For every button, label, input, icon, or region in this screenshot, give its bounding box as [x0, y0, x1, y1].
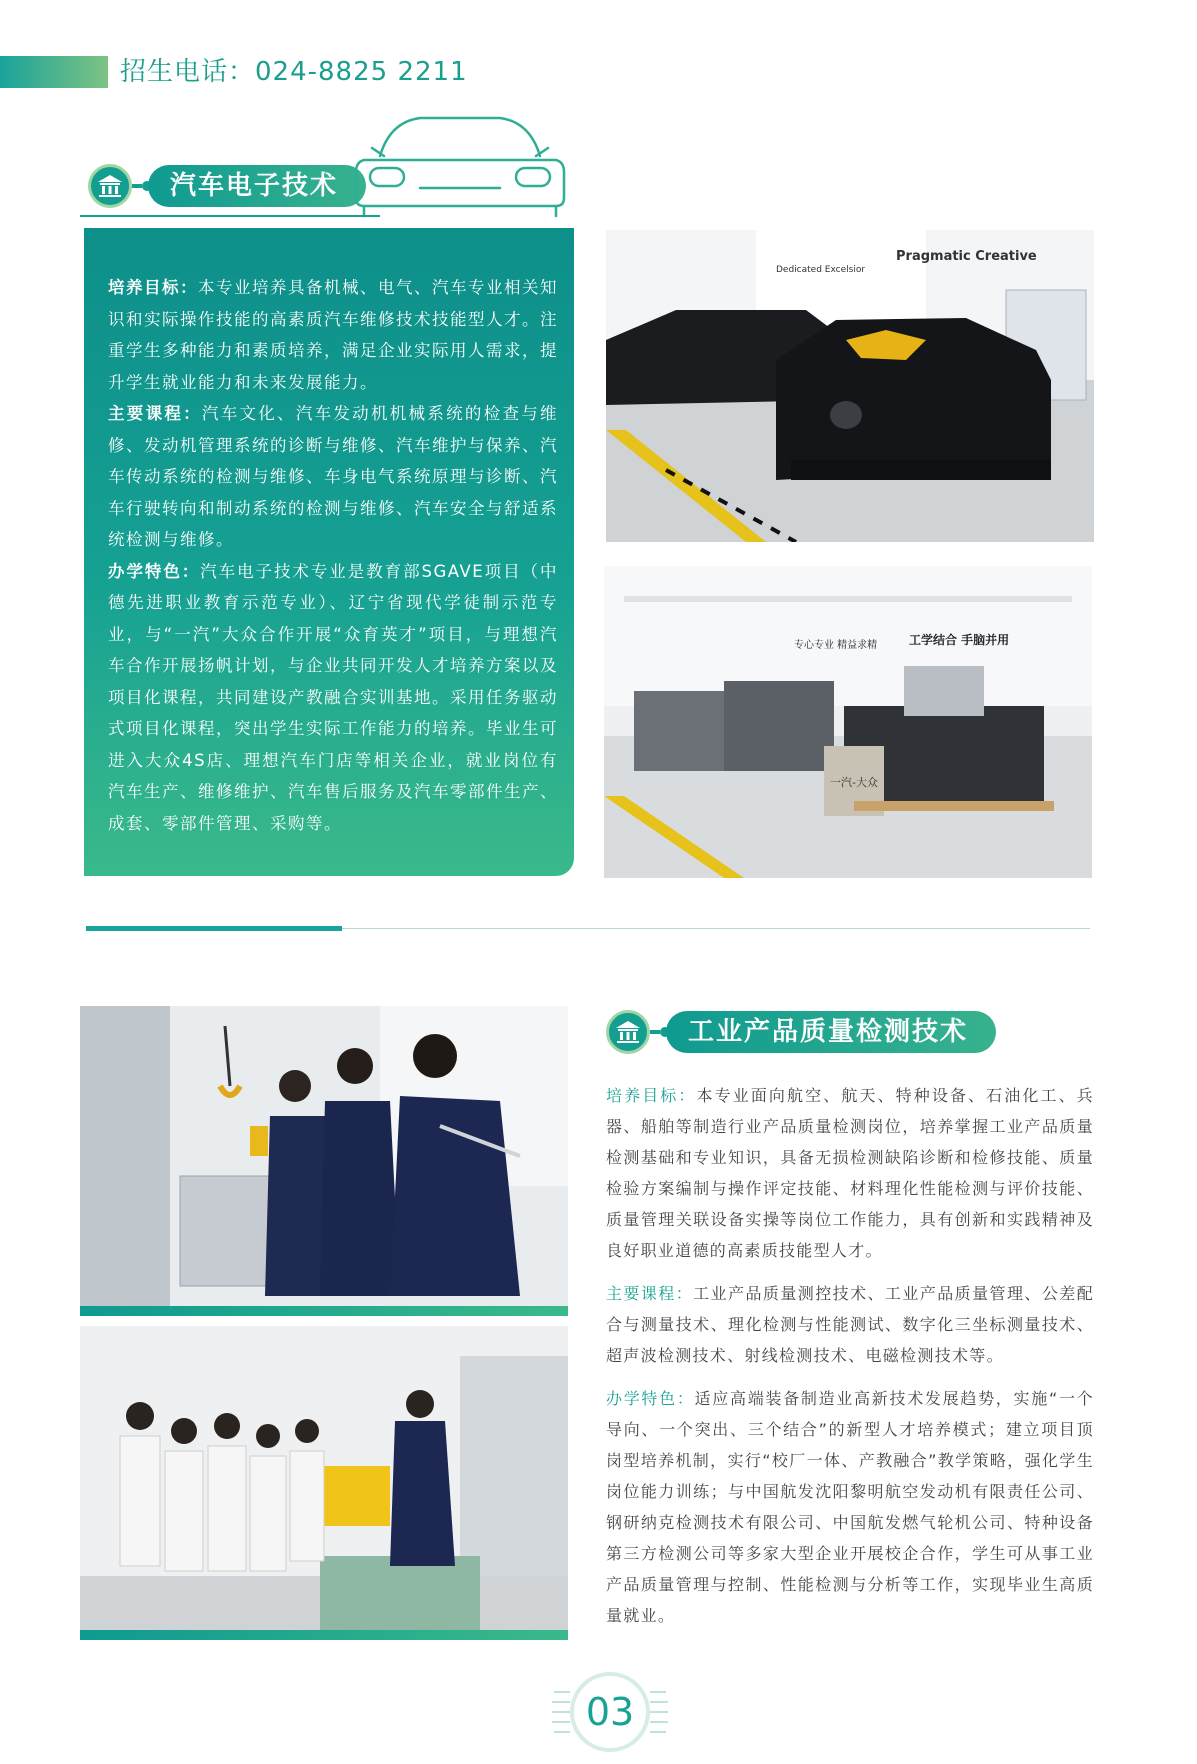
section1-text-panel	[84, 228, 574, 876]
training-goal-2: 培养目标：本专业面向航空、航天、特种设备、石油化工、兵器、船舶等制造行业产品质量检测岗位，培养掌握工业产品质量检测基础和专业知识，具备无损检测缺陷诊断和检修技能、质量检验方案编制与操作评定技能、材料理化性能检测与评价技能、质量管理关联设备实操等岗位工作能力，具有创新和实践精神及良好职业道德的高素质技能型人才。	[606, 1086, 1094, 1260]
car-outline-icon	[350, 108, 570, 218]
admission-phone: 招生电话：024-8825 2211	[120, 57, 468, 87]
section-divider-line	[342, 928, 1090, 929]
section1-title-pill	[88, 164, 366, 208]
photo-engine-lab	[604, 566, 1092, 878]
school-building-icon	[606, 1010, 650, 1054]
section2-text	[606, 1080, 1094, 1643]
photo-students-equipment	[80, 1006, 568, 1306]
wall-slogan-1: 专心专业 精益求精	[794, 640, 878, 651]
photo-strip-2	[80, 1630, 568, 1640]
section2-title: 工业产品质量检测技术	[666, 1011, 996, 1053]
photo-class-instructor	[80, 1326, 568, 1630]
photo-strip-1	[80, 1306, 568, 1316]
program-features-2: 办学特色：适应高端装备制造业高新技术发展趋势，实施“一个导向、一个突出、三个结合”的新型人才培养模式；建立项目顶岗型培养机制，实行“校厂一体、产教融合”教学策略，强化学生岗位能力训练；与中国航发沈阳黎明航空发动机有限责任公司、钢研纳克检测技术有限公司、中国航发燃气轮机公司、特种设备第三方检测公司等多家大型企业开展校企合作，学生可从事工业产品质量管理与控制、性能检测与分析等工作，实现毕业生高质量就业。	[606, 1389, 1094, 1625]
wall-text-2: Pragmatic Creative	[896, 249, 1037, 264]
title-underline	[80, 215, 380, 217]
section-divider-accent	[86, 926, 342, 931]
header-accent-bar	[0, 56, 108, 88]
main-courses: 主要课程：汽车文化、汽车发动机机械系统的检查与维修、发动机管理系统的诊断与维修、汽车维护与保养、汽车传动系统的检测与维修、车身电气系统原理与诊断、汽车行驶转向和制动系统的检测与维修、汽车安全与舒适系统检测与维修。	[108, 404, 559, 549]
page-number: 03	[570, 1672, 650, 1752]
wall-slogan-2: 工学结合 手脑并用	[909, 633, 1010, 647]
main-courses-2: 主要课程：工业产品质量测控技术、工业产品质量管理、公差配合与测量技术、理化检测与性能测试、数字化三坐标测量技术、超声波检测技术、射线检测技术、电磁检测技术等。	[606, 1284, 1094, 1365]
training-goal: 培养目标：本专业培养具备机械、电气、汽车专业相关知识和实际操作技能的高素质汽车维修技术技能型人才。注重学生多种能力和素质培养，满足企业实际用人需求，提升学生就业能力和未来发展能力。	[108, 278, 558, 392]
section1-title: 汽车电子技术	[148, 165, 366, 207]
program-features: 办学特色：汽车电子技术专业是教育部SGAVE项目（中德先进职业教育示范专业）、辽宁省现代学徒制示范专业，与“一汽”大众合作开展“众育英才”项目，与理想汽车合作开展扬帆计划，与企业共同开发人才培养方案以及项目化课程，共同建设产教融合实训基地。采用任务驱动式项目化课程，突出学生实际工作能力的培养。毕业生可进入大众4S店、理想汽车门店等相关企业，就业岗位有汽车生产、维修维护、汽车售后服务及汽车零部件生产、成套、零部件管理、采购等。	[108, 561, 558, 833]
wall-text-1: Dedicated Excelsior	[776, 265, 866, 275]
photo-car-lab	[606, 230, 1094, 542]
school-building-icon	[88, 164, 132, 208]
vw-rig-badge: 一汽-大众	[830, 776, 878, 789]
section2-title-pill	[606, 1010, 996, 1054]
